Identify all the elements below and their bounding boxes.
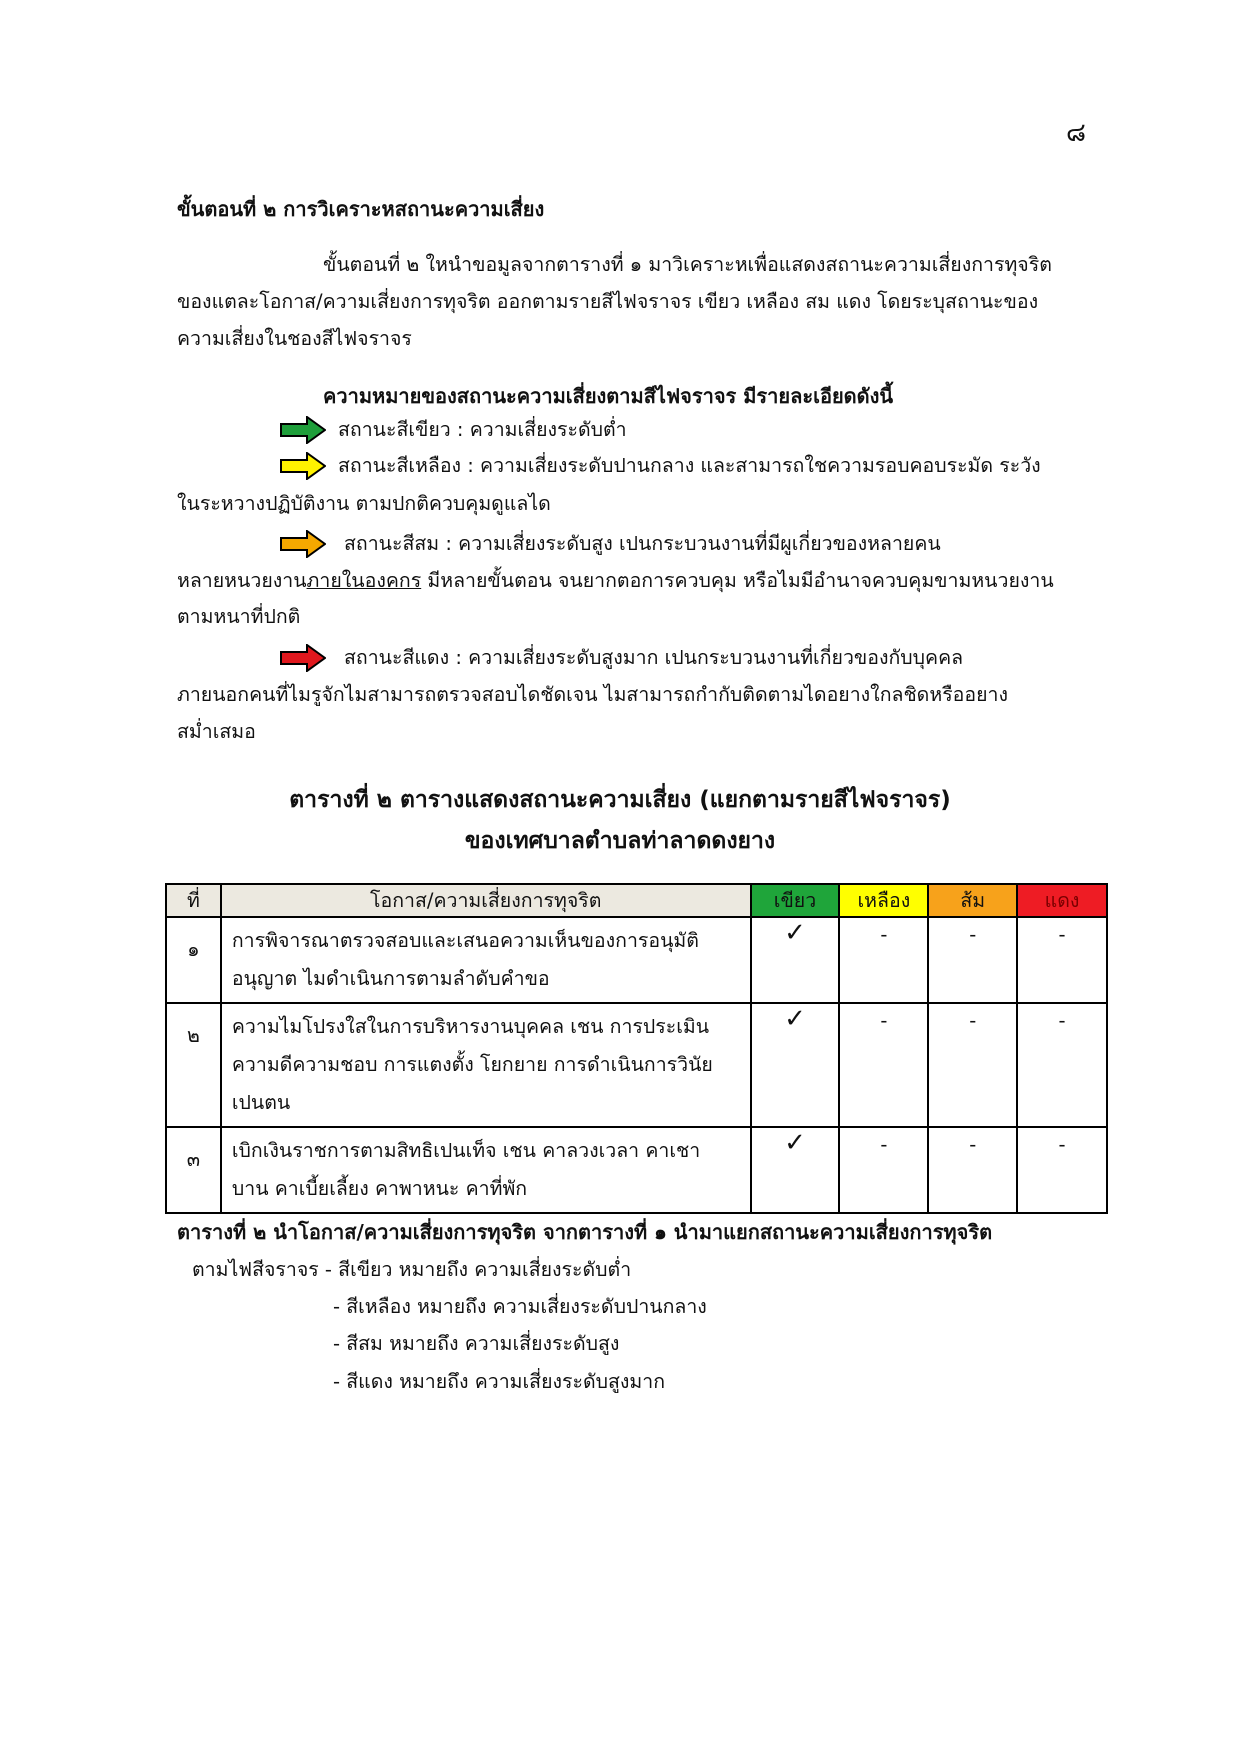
orange-cell: - — [928, 1003, 1017, 1127]
green-check-mark: ✓ — [751, 917, 840, 1003]
red-cell: - — [1017, 917, 1107, 1003]
orange-cell: - — [928, 1127, 1017, 1213]
row-description-line: บาน คาเบี้ยเลี้ยง คาพาหนะ คาที่พัก — [231, 1177, 528, 1200]
header-no: ที่ — [166, 884, 221, 917]
red-arrow-icon — [280, 644, 326, 672]
row-number: ๒ — [166, 1003, 221, 1127]
risk-status-table — [165, 883, 1108, 1214]
row-number: ๑ — [166, 917, 221, 1003]
legend-red-line-1: สถานะสีแดง : ความเสี่ยงระดับสูงมาก เปนกระบวนงานที่เกี่ยวของกับบุคคล — [344, 646, 964, 669]
legend-green: สถานะสีเขียว : ความเสี่ยงระดับต่ำ — [338, 418, 627, 441]
legend-red-line-2: ภายนอกคนที่ไมรูจักไมสามารถตรวจสอบไดชัดเจน ไมสามารถกำกับติดตามไดอยางใกลชิดหรืออยาง — [177, 683, 1008, 706]
row-description — [221, 917, 751, 1003]
summary-line-3: - สีสม หมายถึง ความเสี่ยงระดับสูง — [333, 1332, 620, 1355]
table-title-line-2: ของเทศบาลตำบลท่าลาดดงยาง — [464, 828, 776, 854]
intro-line-3: ความเสี่ยงในชองสีไฟจราจร — [177, 327, 412, 350]
legend-yellow-line-2: ในระหวางปฏิบัติงาน ตามปกติควบคุมดูแลได — [177, 492, 551, 515]
legend-orange-line-2: หลายหนวยงานภายในองคกร มีหลายขั้นตอน จนยากตอการควบคุม หรือไมมีอำนาจควบคุมขามหนวยงาน — [177, 569, 1054, 592]
summary-line-2: - สีเหลือง หมายถึง ความเสี่ยงระดับปานกลาง — [333, 1295, 707, 1318]
legend-orange-line-3: ตามหนาที่ปกติ — [177, 605, 301, 628]
row-description-line: ความดีความชอบ การแตงตั้ง โยกยาย การดำเนินการวินัย — [231, 1053, 713, 1076]
yellow-cell: - — [839, 917, 928, 1003]
header-red: แดง — [1017, 884, 1107, 917]
header-green: เขียว — [751, 884, 840, 917]
header-yellow: เหลือง — [839, 884, 928, 917]
green-check-mark: ✓ — [751, 1127, 840, 1213]
row-number: ๓ — [166, 1127, 221, 1213]
orange-cell: - — [928, 917, 1017, 1003]
table-row — [166, 1127, 1107, 1213]
orange-arrow-icon — [280, 530, 326, 558]
header-description: โอกาส/ความเสี่ยงการทุจริต — [221, 884, 751, 917]
summary-line-1: ตามไฟสีจราจร - สีเขียว หมายถึง ความเสี่ยงระดับต่ำ — [192, 1258, 632, 1281]
table-row — [166, 917, 1107, 1003]
table-row — [166, 1003, 1107, 1127]
intro-line-2: ของแตละโอกาส/ความเสี่ยงการทุจริต ออกตามรายสีไฟจราจร เขียว เหลือง สม แดง โดยระบุสถานะของ — [177, 290, 1039, 313]
yellow-cell: - — [839, 1127, 928, 1213]
row-description-line: ความไมโปรงใสในการบริหารงานบุคคล เชน การประเมิน — [231, 1015, 710, 1038]
row-description-line: เบิกเงินราชการตามสิทธิเปนเท็จ เชน คาลวงเวลา คาเชา — [231, 1139, 701, 1162]
legend-orange-line-1: สถานะสีสม : ความเสี่ยงระดับสูง เปนกระบวนงานที่มีผูเกี่ยวของหลายคน — [344, 532, 941, 555]
section-heading: ขั้นตอนที่ ๒ การวิเคราะหสถานะความเสี่ยง — [177, 197, 545, 221]
row-description-line: เปนตน — [231, 1091, 291, 1114]
yellow-arrow-icon — [280, 452, 326, 480]
row-description — [221, 1003, 751, 1127]
legend-yellow-line-1: สถานะสีเหลือง : ความเสี่ยงระดับปานกลาง และสามารถใชความรอบคอบระมัด ระวัง — [338, 454, 1041, 477]
green-arrow-icon — [280, 416, 326, 444]
green-check-mark: ✓ — [751, 1003, 840, 1127]
summary-heading: ตารางที่ ๒ นำโอกาส/ความเสี่ยงการทุจริต จากตารางที่ ๑ นำมาแยกสถานะความเสี่ยงการทุจริต — [177, 1220, 993, 1244]
intro-line-1: ขั้นตอนที่ ๒ ใหนำขอมูลจากตารางที่ ๑ มาวิเคราะหเพื่อแสดงสถานะความเสี่ยงการทุจริต — [323, 253, 1052, 276]
row-description-line: อนุญาต ไมดำเนินการตามลำดับคำขอ — [231, 967, 550, 990]
page-number: ๘ — [1066, 118, 1087, 148]
red-cell: - — [1017, 1127, 1107, 1213]
row-description-line: การพิจารณาตรวจสอบและเสนอความเห็นของการอนุมัติ — [231, 929, 699, 952]
red-cell: - — [1017, 1003, 1107, 1127]
summary-line-4: - สีแดง หมายถึง ความเสี่ยงระดับสูงมาก — [333, 1370, 666, 1393]
table-title-line-1: ตารางที่ ๒ ตารางแสดงสถานะความเสี่ยง (แยกตามรายสีไฟจราจร) — [289, 787, 951, 813]
yellow-cell: - — [839, 1003, 928, 1127]
legend-heading: ความหมายของสถานะความเสี่ยงตามสีไฟจราจร มีรายละเอียดดังนี้ — [323, 384, 894, 408]
legend-red-line-3: สม่ำเสมอ — [177, 720, 256, 743]
table-header-row — [166, 884, 1107, 917]
row-description — [221, 1127, 751, 1213]
header-orange: ส้ม — [928, 884, 1017, 917]
